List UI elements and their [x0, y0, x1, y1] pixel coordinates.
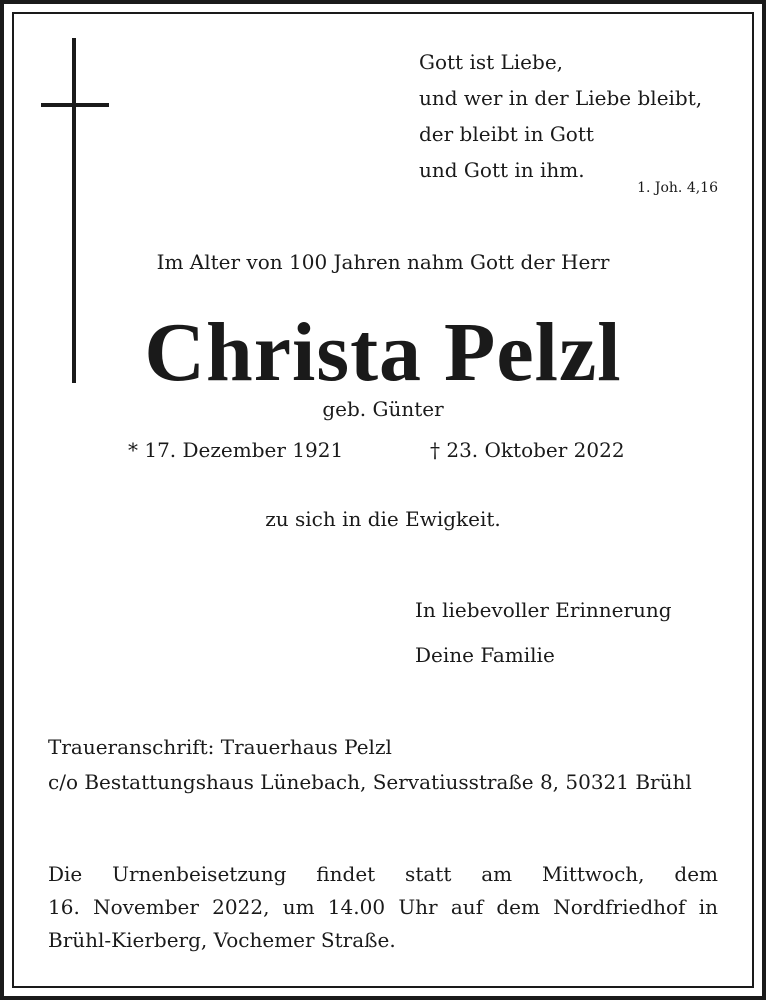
family-signature: Deine Familie — [415, 643, 555, 667]
verse-line: Gott ist Liebe, — [419, 50, 564, 74]
verse-line: und wer in der Liebe bleibt, — [419, 86, 703, 110]
mourning-address-line-1: Traueranschrift: Trauerhaus Pelzl — [48, 735, 392, 759]
memory-text: In liebevoller Erinnerung — [415, 598, 672, 622]
verse-reference: 1. Joh. 4,16 — [637, 180, 718, 196]
verse-line: der bleibt in Gott — [419, 122, 594, 146]
intro-text: Im Alter von 100 Jahren nahm Gott der Herr — [156, 250, 610, 274]
burial-line: 16. November 2022, um 14.00 Uhr auf dem Nordfriedhof in — [48, 895, 718, 919]
burial-line: Die Urnenbeisetzung findet statt am Mittwoch, dem — [48, 862, 718, 886]
birth-date: * 17. Dezember 1921 — [128, 438, 344, 462]
burial-line: Brühl-Kierberg, Vochemer Straße. — [48, 928, 396, 952]
eternity-text: zu sich in die Ewigkeit. — [265, 507, 501, 531]
death-date: † 23. Oktober 2022 — [430, 438, 625, 462]
verse-line: und Gott in ihm. — [419, 158, 585, 182]
burial-announcement — [48, 858, 718, 957]
deceased-name: Christa Pelzl — [144, 306, 622, 399]
cross-horizontal-bar — [41, 103, 109, 107]
bible-verse — [419, 44, 739, 188]
maiden-name: geb. Günter — [322, 397, 444, 421]
mourning-address-line-2: c/o Bestattungshaus Lünebach, Servatiusstraße 8, 50321 Brühl — [48, 770, 692, 794]
